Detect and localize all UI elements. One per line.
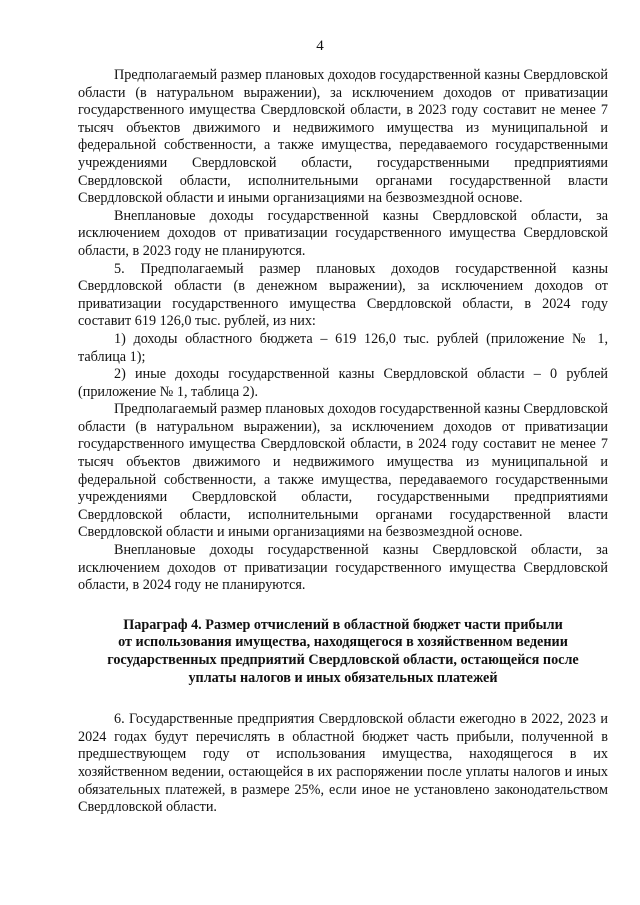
paragraph-item-6: 6. Государственные предприятия Свердловской области ежегодно в 2022, 2023 и 2024 годах будут перечислять в областной бюджет часть прибыли, полученной в предшествующем году от использования имущества, находящегося в их хозяйственном ведении, остающейся в их распоряжении после уплаты налогов и иных обязательных платежей, в размере 25%, если иное не установлено законодательством Свердловской области. [78,711,608,816]
section-heading-line: от использования имущества, находящегося в хозяйственном ведении [118,634,568,651]
paragraph-subitem-2: 2) иные доходы государственной казны Свердловской области – 0 рублей (приложение № 1, таблица 2). [78,366,608,400]
document-body [78,67,608,817]
paragraph-subitem-1: 1) доходы областного бюджета – 619 126,0 тыс. рублей (приложение № 1, таблица 1); [78,330,608,365]
paragraph-natural-income-2024: Предполагаемый размер плановых доходов государственной казны Свердловской области (в натуральном выражении), за исключением доходов от приватизации государственного имущества Свердловской области, в 2024 году составит не менее 7 тысяч объектов движимого и недвижимого имущества из муниципальной и федеральной собственности, а также имущества, передаваемого государственными учреждениями Свердловской области, государственными предприятиями Свердловской области, исполнительными органами государственной власти Свердловской области и иными организациями на безвозмездной основе. [78,401,608,541]
page-number: 4 [316,38,324,54]
section-heading-line: уплаты налогов и иных обязательных платежей [188,669,498,686]
section-heading-line: государственных предприятий Свердловской области, остающейся после [107,652,579,668]
paragraph-unplanned-income-2023: Внеплановые доходы государственной казны Свердловской области, за исключением доходов от приватизации государственного имущества Свердловской области, в 2023 году не планируются. [78,207,608,259]
section-heading-line: Параграф 4. Размер отчислений в областной бюджет части прибыли [123,616,563,633]
paragraph-item-5: 5. Предполагаемый размер плановых доходов государственной казны Свердловской области (в денежном выражении), за исключением доходов от приватизации государственного имущества Свердловской области, в 2024 году составит 619 126,0 тыс. рублей, из них: [78,260,608,330]
paragraph-unplanned-income-2024: Внеплановые доходы государственной казны Свердловской области, за исключением доходов от приватизации государственного имущества Свердловской области, в 2024 году не планируются. [78,542,608,594]
paragraph-natural-income-2023: Предполагаемый размер плановых доходов государственной казны Свердловской области (в натуральном выражении), за исключением доходов от приватизации государственного имущества Свердловской области, в 2023 году составит не менее 7 тысяч объектов движимого и недвижимого имущества из муниципальной и федеральной собственности, а также имущества, передаваемого государственными учреждениями Свердловской области, государственными предприятиями Свердловской области, исполнительными органами государственной власти Свердловской области и иными организациями на безвозмездной основе. [78,67,608,207]
section-heading [78,617,608,687]
